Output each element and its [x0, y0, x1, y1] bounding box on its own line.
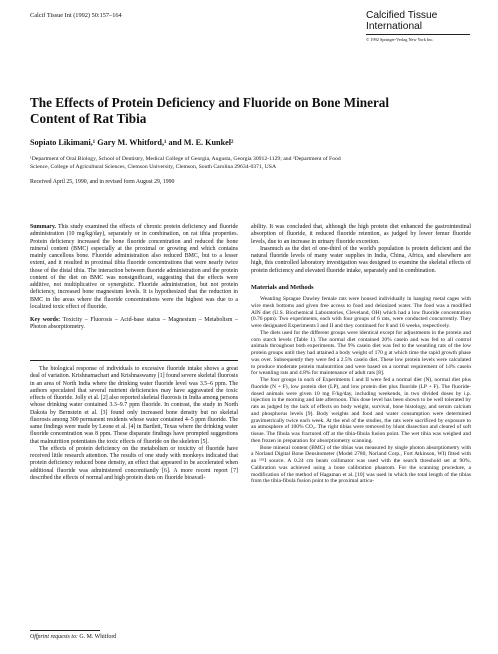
methods-paragraph-2: The diets used for the different groups were identical except for adjustments in the protein and corn starch levels (Table 1). The normal diet contained 20% casein and was fed to all control animals throughout both experiments. The 9% casein diet was fed to the weanling rats of the low protein groups until they had attained a body weight of 170 g at which time the rapid growth phase was over. Subsequently they were fed a 2.5% casein diet. These low protein levels were calculated to produce moderate protein malnutrition and were based on a normal requirement of 14% casein for weanling rats and 4.8% for maintenance of adult rats [8]. — [251, 329, 471, 377]
methods-heading: Materials and Methods — [251, 283, 314, 291]
received-dates: Received April 25, 1990, and in revised form August 29, 1990 — [30, 179, 175, 185]
right-column — [251, 224, 471, 485]
footnote-rule — [30, 630, 100, 631]
intro-paragraph-2: The effects of protein deficiency on the metabolism or toxicity of fluoride have received little research attention. The results of one study with monkeys indicated that protein deficiency reduced bone density, an effect that appeared to be accelerated when additional fluoride was administered concomitantly [6]. A more recent report [7] described the effects of normal and high protein diets on fluoride bioavail- — [30, 445, 238, 481]
summary-text: This study examined the effects of chronic protein deficiency and fluoride administration (10 mg/kg/day), separately or in combination, on rat tibia properties. Protein deficiency increased the bone fluoride concentration and reduced the bone mineral content (BMC) especially at the proximal or growing end which contains mainly cancellous bone. Fluoride administration also reduced BMC, but to a lesser extent, and it resulted in proximal tibia fluoride concentrations that were nearly twice those of the distal tibia. The interaction between fluoride administration and the protein content of the diet on BMC was nonsignificant, suggesting that the effects were additive, not multiplicative or synergistic. Fluoride administration, but not protein deficiency, increased bone magnesium levels. It is hypothesized that the reduction in BMC in the areas where the fluoride concentrations were the highest was due to a localized toxic effect of fluoride. — [30, 224, 238, 310]
article-title — [30, 95, 470, 127]
introduction-block — [30, 366, 238, 482]
affiliation-line-1: ¹Department of Oral Biology, School of Dentistry, Medical College of Georgia, Augusta, Georgia 30912-1129; and ²Department of Food — [30, 156, 341, 162]
offprint-note — [30, 634, 116, 640]
abstract-block — [30, 224, 238, 332]
right-paragraph-1: ability. It was concluded that, although the high protein diet enhanced the gastrointestinal absorption of fluoride, it reduced fluoride retention, as judged by lower femur fluoride levels, due to an increase in urinary fluoride excretion. — [251, 224, 471, 245]
abstract-divider — [30, 360, 238, 361]
copyright-notice: © 1992 Springer-Verlag New York Inc. — [366, 37, 434, 42]
intro-paragraph-1: The biological response of individuals to excessive fluoride intake shows a great deal of variation. Krishnamachari and Krishnaswamy [1] found severe skeletal fluorosis in an area of North India where the drinking water fluoride level was 3.5–6 ppm. The authors speculated that several nutrient deficiencies may have aggravated the toxic effects of fluoride. Jolly et al. [2] also reported skeletal fluorosis in India among persons whose drinking water contained 3.3–9.7 ppm fluoride. In contrast, the study in North Dakota by Bernstein et al. [3] found only increased bone density but no skeletal fluorosis among 300 permanent residents whose water contained 4–5 ppm fluoride. The same findings were made by Leone et al. [4] in Bartlett, Texas where the drinking water fluoride concentration was 8 ppm. These disparate findings have prompted suggestions that malnutrition potentiates the toxic effects of fluoride on the skeleton [5]. — [30, 366, 238, 445]
methods-paragraph-4: Bone mineral content (BMC) of the tibias was measured by single photon absorptiometry with a Norland Digital Bone Densitometer (Model 2780, Norland Corp., Fort Atkinson, WI) fitted with an ¹²⁵I source. A 0.24 cm beam collimator was used with the search threshold set at 90%. Calibration was achieved using a bone calibration phantom. For the scanning procedure, a modification of the method of Hagaman et al. [10] was used in which the total length of the tibias from the tibia-fibula fusion point to the proximal articu- — [251, 444, 471, 485]
journal-citation: Calcif Tissue Int (1992) 50:157–164 — [30, 12, 122, 19]
affiliations — [30, 155, 470, 171]
author-list: Sopiato Likimani,¹ Gary M. Whitford,¹ and M. E. Kunkel² — [30, 138, 234, 147]
methods-paragraph-3: The four groups in each of Experiments I and II were fed a normal diet (N), normal diet plus fluoride (N + F), low protein diet (LP), and low protein diet plus fluoride (LP + F). The fluoride-dosed animals were given 10 mg F/kg/day, including weekends, in two divided doses by i.p. injection in the morning and late afternoon. This dose level has been shown to be well tolerated by rats as judged by the lack of effects on body weight, survival, bone histology, and serum calcium and phosphorus levels [9]. Body weights and food and water consumption were determined gravimetrically twice each week. At the end of the studies, the rats were sacrificed by exposure to an atmosphere of 100% CO₂. The right tibias were removed by blunt dissection and cleared of soft tissue. The fibula was fractured off at the tibia-fibula fusion point. The wet tibia was weighed and then frozen in preparation for absorptiometry scanning. — [251, 377, 471, 444]
summary-label: Summary. — [30, 224, 57, 230]
journal-masthead — [366, 10, 470, 42]
affiliation-line-2: Science, College of Agricultural Sciences, Clemson University, Clemson, South Carolina 29634-0371, USA — [30, 164, 277, 170]
title-line-1: The Effects of Protein Deficiency and Fluoride on Bone Mineral — [30, 95, 390, 110]
right-paragraph-2: Inasmuch as the diet of one-third of the world's population is protein deficient and the natural fluoride levels of many water supplies in India, China, Africa, and elsewhere are high, this controlled laboratory investigation was designed to examine the skeletal effects of protein deficiency and elevated fluoride intake, separately and in combination. — [251, 245, 471, 274]
journal-name-line2: International — [366, 21, 423, 32]
keywords-text: Toxicity – Fluorosis – Acid-base status – Magnesium – Metabolism – Photon absorptiometry. — [30, 317, 238, 331]
masthead-rule — [366, 34, 470, 35]
title-line-2: Content of Rat Tibia — [30, 111, 147, 126]
methods-paragraph-1: Weanling Sprague Dawley female rats were housed individually in hanging metal cages with wire mesh bottoms and given free access to food and deionized water. The food was a modified AIN diet (U.S. Biochemical Laboratories, Cleveland, OH) which had a low fluoride concentration (0.76 ppm). Two experiments, each with four groups of 6 rats, were conducted concurrently. They were designated Experiments I and II and they continued for 8 and 16 weeks, respectively. — [251, 296, 471, 329]
offprint-label: Offprint requests to: — [30, 634, 78, 640]
keywords-paragraph — [30, 317, 238, 332]
methods-body — [251, 296, 471, 485]
keywords-label: Key words: — [30, 317, 61, 323]
offprint-name: G. M. Whitford — [77, 634, 117, 640]
summary-paragraph — [30, 224, 238, 311]
journal-name-line1: Calcified Tissue — [366, 10, 438, 21]
